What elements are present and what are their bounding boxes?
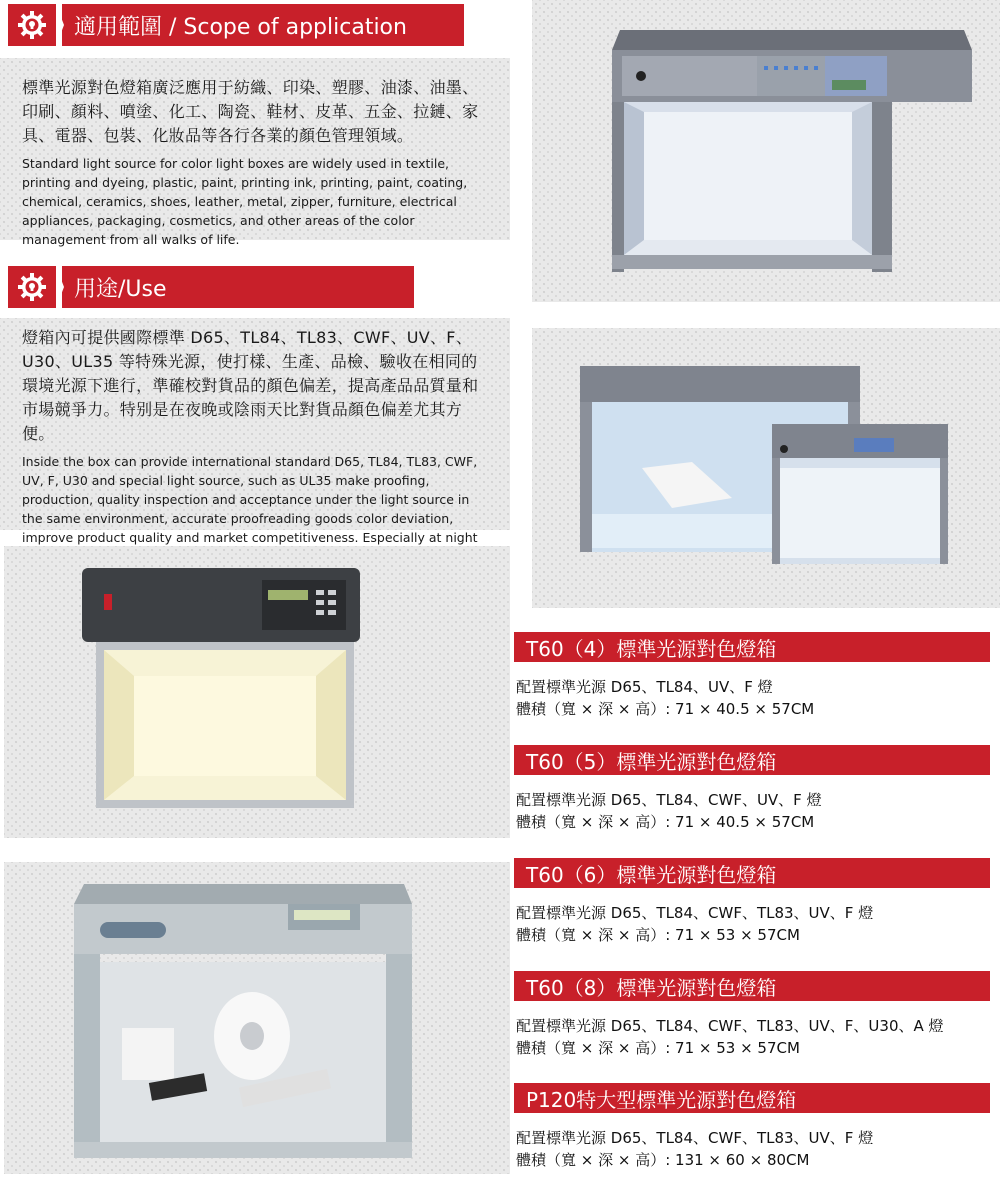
product-title-2: T60（5）標準光源對色燈箱 <box>514 745 990 775</box>
scope-header <box>8 4 464 46</box>
scope-title: 適用範圍 / Scope of application <box>62 4 464 46</box>
light-box-image-2 <box>532 328 1000 608</box>
product-size-3: 體積（寬 × 深 × 高）: 71 × 53 × 57CM <box>516 926 800 944</box>
use-text <box>8 316 504 566</box>
product-title-1: T60（4）標準光源對色燈箱 <box>514 632 990 662</box>
gear-icon <box>8 266 56 308</box>
scope-text <box>8 66 504 249</box>
gear-icon <box>8 4 56 46</box>
product-config-5: 配置標準光源 D65、TL84、CWF、TL83、UV、F 燈 <box>516 1129 874 1147</box>
product-title-5: P120特大型標準光源對色燈箱 <box>514 1083 990 1113</box>
use-header <box>8 266 414 308</box>
use-zh: 燈箱內可提供國際標準 D65、TL84、TL83、CWF、UV、F、U30、UL35 等特殊光源，使打樣、生產、品檢、驗收在相同的環境光源下進行，準確校對貨品的顏色偏差，提高產品品質量和市場競爭力。特别是在夜晚或陰雨天比對貨品顏色偏差尤其方便。 <box>22 328 479 443</box>
scope-en: Standard light source for color light boxes are widely used in textile, printing and dyeing, plastic, paint, printing ink, printing, paint, coating, chemical, ceramics, shoes, leather, metal, zipper, furniture, electrical appliances, packaging, cosmetics, and other areas of the color management from all walks of life. <box>22 156 468 247</box>
product-title-4: T60（8）標準光源對色燈箱 <box>514 971 990 1001</box>
product-size-2: 體積（寬 × 深 × 高）: 71 × 40.5 × 57CM <box>516 813 815 831</box>
light-box-image-4 <box>4 862 510 1174</box>
product-size-1: 體積（寬 × 深 × 高）: 71 × 40.5 × 57CM <box>516 700 815 718</box>
light-box-image-3 <box>4 546 510 838</box>
use-title: 用途/Use <box>62 266 414 308</box>
product-config-1: 配置標準光源 D65、TL84、UV、F 燈 <box>516 678 773 696</box>
product-config-2: 配置標準光源 D65、TL84、CWF、UV、F 燈 <box>516 791 822 809</box>
scope-zh: 標準光源對色燈箱廣泛應用于紡織、印染、塑膠、油漆、油墨、印刷、顏料、噴塗、化工、陶瓷、鞋材、皮革、五金、拉鏈、家具、電器、包裝、化妝品等各行各業的顏色管理領域。 <box>22 78 479 145</box>
product-size-5: 體積（寬 × 深 × 高）: 131 × 60 × 80CM <box>516 1151 810 1169</box>
light-box-image-1 <box>532 0 1000 302</box>
product-size-4: 體積（寬 × 深 × 高）: 71 × 53 × 57CM <box>516 1039 800 1057</box>
use-en: Inside the box can provide international standard D65, TL84, TL83, CWF, UV, F, U30 and special light source, such as UL35 make proofing, production, quality inspection and acceptance under the light source in the same environment, accurate proofreading goods color deviation, improve product quality and market competitiveness. Especially at night <box>22 454 478 545</box>
product-config-4: 配置標準光源 D65、TL84、CWF、TL83、UV、F、U30、A 燈 <box>516 1017 944 1035</box>
product-title-3: T60（6）標準光源對色燈箱 <box>514 858 990 888</box>
product-config-3: 配置標準光源 D65、TL84、CWF、TL83、UV、F 燈 <box>516 904 874 922</box>
